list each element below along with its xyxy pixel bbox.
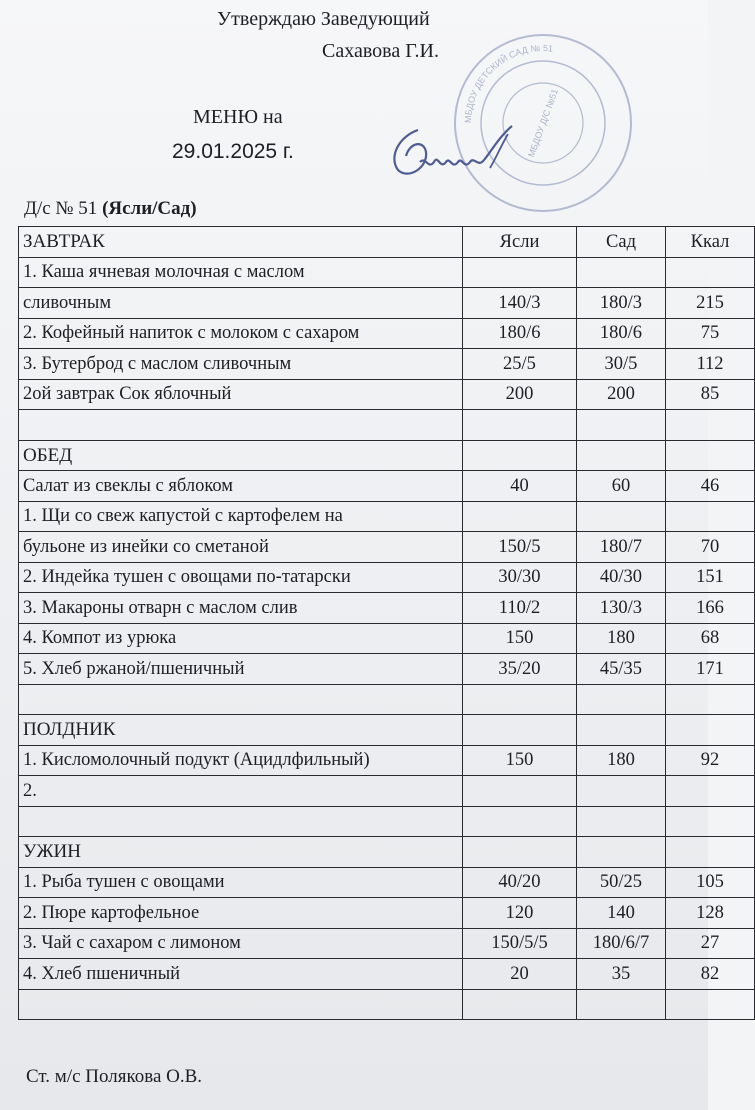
- menu-date: 29.01.2025 г.: [172, 140, 294, 163]
- table-row: [19, 501, 755, 532]
- meal-name-cell: бульоне из инейки со сметаной: [19, 532, 463, 563]
- nursery-portion-cell: [463, 776, 577, 807]
- table-row: [19, 989, 755, 1020]
- kcal-cell: 151: [666, 562, 755, 593]
- kcal-cell: [666, 989, 755, 1020]
- approval-line: Утверждаю Заведующий: [217, 8, 430, 30]
- table-row: [19, 654, 755, 685]
- kindergarten-portion-cell: 60: [577, 471, 666, 502]
- nursery-portion-cell: 40/20: [463, 867, 577, 898]
- nursery-portion-cell: [463, 684, 577, 715]
- table-row: [19, 379, 755, 410]
- table-row: [19, 471, 755, 502]
- nursery-portion-cell: 150/5/5: [463, 928, 577, 959]
- meal-name-cell: [19, 410, 463, 441]
- kindergarten-portion-cell: [577, 715, 666, 746]
- kindergarten-portion-cell: 180/3: [577, 288, 666, 319]
- nursery-portion-cell: 120: [463, 898, 577, 929]
- table-row: [19, 440, 755, 471]
- table-row: [19, 959, 755, 990]
- kindergarten-portion-cell: [577, 776, 666, 807]
- kcal-cell: [666, 776, 755, 807]
- kcal-cell: 68: [666, 623, 755, 654]
- meal-name-cell: 2. Пюре картофельное: [19, 898, 463, 929]
- table-row: [19, 684, 755, 715]
- table-row: [19, 349, 755, 380]
- kcal-cell: 82: [666, 959, 755, 990]
- kindergarten-portion-cell: 180: [577, 745, 666, 776]
- table-row: [19, 623, 755, 654]
- kcal-cell: [666, 501, 755, 532]
- column-header-meal: ЗАВТРАК: [19, 227, 463, 258]
- approver-name: Сахавова Г.И.: [322, 40, 439, 62]
- group-label: (Ясли/Сад): [102, 198, 197, 219]
- meal-name-cell: [19, 806, 463, 837]
- meal-name-cell: 3. Бутерброд с маслом сливочным: [19, 349, 463, 380]
- kcal-cell: 105: [666, 867, 755, 898]
- kcal-cell: 70: [666, 532, 755, 563]
- nursery-portion-cell: 20: [463, 959, 577, 990]
- meal-name-cell: 4. Хлеб пшеничный: [19, 959, 463, 990]
- nursery-portion-cell: [463, 715, 577, 746]
- kcal-cell: 85: [666, 379, 755, 410]
- nursery-portion-cell: 180/6: [463, 318, 577, 349]
- meal-name-cell: 1. Щи со свеж капустой с картофелем на: [19, 501, 463, 532]
- kindergarten-portion-cell: [577, 837, 666, 868]
- kindergarten-portion-cell: 200: [577, 379, 666, 410]
- kindergarten-portion-cell: 45/35: [577, 654, 666, 685]
- meal-name-cell: 1. Рыба тушен с овощами: [19, 867, 463, 898]
- table-row: [19, 928, 755, 959]
- kindergarten-portion-cell: [577, 806, 666, 837]
- table-row: [19, 715, 755, 746]
- meal-name-cell: 2. Индейка тушен с овощами по-татарски: [19, 562, 463, 593]
- nursery-portion-cell: [463, 837, 577, 868]
- nursery-portion-cell: [463, 501, 577, 532]
- meal-name-cell: ПОЛДНИК: [19, 715, 463, 746]
- handwritten-signature: [380, 118, 520, 188]
- kindergarten-portion-cell: [577, 410, 666, 441]
- nursery-portion-cell: 200: [463, 379, 577, 410]
- nursery-portion-cell: [463, 410, 577, 441]
- kcal-cell: [666, 806, 755, 837]
- kindergarten-portion-cell: 180/7: [577, 532, 666, 563]
- table-row: [19, 898, 755, 929]
- nursery-portion-cell: 150: [463, 745, 577, 776]
- stamp-ring-text: МБДОУ ДЕТСКИЙ САД № 51: [462, 42, 554, 124]
- kindergarten-portion-cell: 180: [577, 623, 666, 654]
- kcal-cell: 112: [666, 349, 755, 380]
- table-row: [19, 257, 755, 288]
- kcal-cell: 128: [666, 898, 755, 929]
- meal-name-cell: 2. Кофейный напиток с молоком с сахаром: [19, 318, 463, 349]
- kcal-cell: 171: [666, 654, 755, 685]
- kindergarten-portion-cell: 180/6: [577, 318, 666, 349]
- kindergarten-portion-cell: 50/25: [577, 867, 666, 898]
- nursery-portion-cell: 140/3: [463, 288, 577, 319]
- meal-name-cell: 3. Чай с сахаром с лимоном: [19, 928, 463, 959]
- column-header-kindergarten: Сад: [577, 227, 666, 258]
- kindergarten-portion-cell: 40/30: [577, 562, 666, 593]
- table-row: [19, 806, 755, 837]
- table-row: [19, 776, 755, 807]
- kindergarten-portion-cell: 35: [577, 959, 666, 990]
- table-row: [19, 318, 755, 349]
- kindergarten-portion-cell: [577, 989, 666, 1020]
- nursery-portion-cell: 40: [463, 471, 577, 502]
- nursery-portion-cell: [463, 257, 577, 288]
- table-row: [19, 410, 755, 441]
- table-row: [19, 867, 755, 898]
- kindergarten-portion-cell: 30/5: [577, 349, 666, 380]
- column-header-nursery: Ясли: [463, 227, 577, 258]
- kindergarten-portion-cell: [577, 440, 666, 471]
- kindergarten-label: [24, 198, 197, 220]
- meal-name-cell: ОБЕД: [19, 440, 463, 471]
- kcal-cell: 46: [666, 471, 755, 502]
- kindergarten-portion-cell: 130/3: [577, 593, 666, 624]
- kcal-cell: 92: [666, 745, 755, 776]
- kcal-cell: [666, 837, 755, 868]
- nursery-portion-cell: 150/5: [463, 532, 577, 563]
- meal-name-cell: 3. Макароны отварн с маслом слив: [19, 593, 463, 624]
- kindergarten-portion-cell: [577, 501, 666, 532]
- nursery-portion-cell: [463, 989, 577, 1020]
- meal-name-cell: 5. Хлеб ржаной/пшеничный: [19, 654, 463, 685]
- table-row: [19, 288, 755, 319]
- kcal-cell: 166: [666, 593, 755, 624]
- kindergarten-portion-cell: [577, 257, 666, 288]
- nursery-portion-cell: 30/30: [463, 562, 577, 593]
- meal-name-cell: УЖИН: [19, 837, 463, 868]
- kindergarten-number: Д/с № 51: [24, 198, 103, 219]
- column-header-kcal: Ккал: [666, 227, 755, 258]
- nursery-portion-cell: 150: [463, 623, 577, 654]
- table-header-row: [19, 227, 755, 258]
- kindergarten-portion-cell: [577, 684, 666, 715]
- stamp-center-text: МБДОУ Д/С №51: [526, 87, 560, 159]
- table-row: [19, 593, 755, 624]
- table-row: [19, 837, 755, 868]
- table-row: [19, 562, 755, 593]
- meal-name-cell: 2ой завтрак Сок яблочный: [19, 379, 463, 410]
- kindergarten-portion-cell: 180/6/7: [577, 928, 666, 959]
- meal-name-cell: [19, 684, 463, 715]
- kcal-cell: [666, 684, 755, 715]
- meal-name-cell: 4. Компот из урюка: [19, 623, 463, 654]
- menu-title: МЕНЮ на: [193, 106, 283, 128]
- table-row: [19, 745, 755, 776]
- nursery-portion-cell: [463, 806, 577, 837]
- kcal-cell: [666, 257, 755, 288]
- nursery-portion-cell: 25/5: [463, 349, 577, 380]
- kcal-cell: 75: [666, 318, 755, 349]
- nurse-signature-line: Ст. м/с Полякова О.В.: [26, 1066, 203, 1087]
- table-row: [19, 532, 755, 563]
- nursery-portion-cell: 35/20: [463, 654, 577, 685]
- kcal-cell: [666, 715, 755, 746]
- meal-name-cell: 2.: [19, 776, 463, 807]
- kcal-cell: [666, 440, 755, 471]
- meal-name-cell: 1. Каша ячневая молочная с маслом: [19, 257, 463, 288]
- kcal-cell: [666, 410, 755, 441]
- kindergarten-portion-cell: 140: [577, 898, 666, 929]
- meal-name-cell: 1. Кисломолочный подукт (Ацидлфильный): [19, 745, 463, 776]
- nursery-portion-cell: 110/2: [463, 593, 577, 624]
- kcal-cell: 27: [666, 928, 755, 959]
- menu-table: [18, 226, 755, 1020]
- meal-name-cell: [19, 989, 463, 1020]
- meal-name-cell: Салат из свеклы с яблоком: [19, 471, 463, 502]
- nursery-portion-cell: [463, 440, 577, 471]
- kcal-cell: 215: [666, 288, 755, 319]
- meal-name-cell: сливочным: [19, 288, 463, 319]
